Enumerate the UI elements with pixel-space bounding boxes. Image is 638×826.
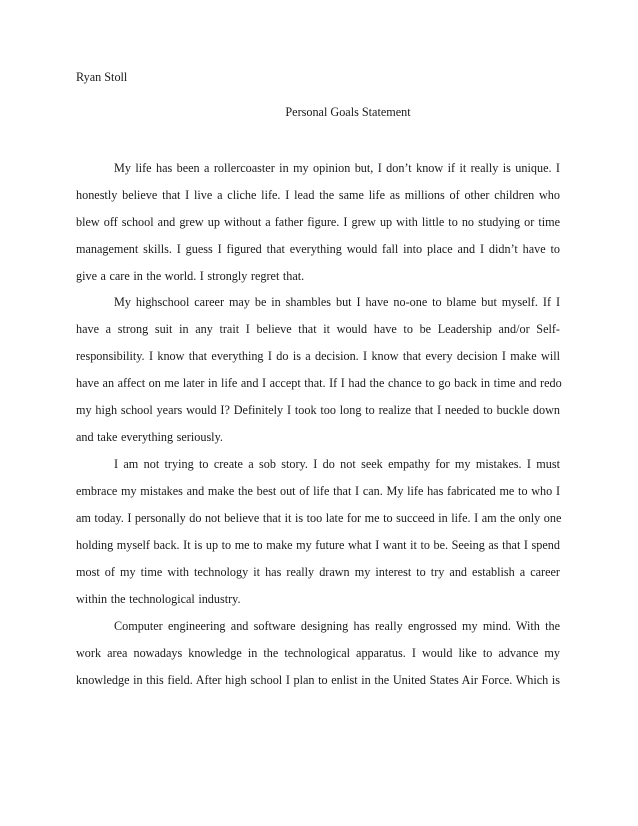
text-line: give a care in the world. I strongly regret that. — [76, 269, 305, 283]
text-line: my high school years would I? Definitely I took too long to realize that I needed to buckle down — [76, 403, 560, 417]
text-line: blew off school and grew up without a father figure. I grew up with little to no studying or time — [76, 215, 560, 229]
text-line: honestly believe that I live a cliche life. I lead the same life as millions of other children who — [76, 188, 560, 202]
text-line: have a strong suit in any trait I believe that it would have to be Leadership and/or Self- — [76, 322, 560, 336]
text-line: am today. I personally do not believe that it is too late for me to succeed in life. I am the only one — [76, 511, 562, 525]
text-line: I am not trying to create a sob story. I do not seek empathy for my mistakes. I must — [114, 457, 560, 471]
document-title: Personal Goals Statement — [285, 105, 411, 119]
text-line: responsibility. I know that everything I do is a decision. I know that every decision I make will — [76, 349, 560, 363]
text-line: work area nowadays knowledge in the technological apparatus. I would like to advance my — [76, 646, 560, 660]
text-line: have an affect on me later in life and I accept that. If I had the chance to go back in time and redo — [76, 376, 562, 390]
text-line: Computer engineering and software designing has really engrossed my mind. With the — [114, 619, 560, 633]
text-line: management skills. I guess I figured that everything would fall into place and I didn’t have to — [76, 242, 560, 256]
text-line: embrace my mistakes and make the best out of life that I can. My life has fabricated me to who I — [76, 484, 560, 498]
text-line: and take everything seriously. — [76, 430, 223, 444]
text-line: holding myself back. It is up to me to make my future what I want it to be. Seeing as that I spend — [76, 538, 560, 552]
text-line: My highschool career may be in shambles but I have no-one to blame but myself. If I — [114, 295, 560, 309]
text-line: knowledge in this field. After high school I plan to enlist in the United States Air Force. Which is — [76, 673, 560, 687]
text-line: My life has been a rollercoaster in my opinion but, I don’t know if it really is unique. I — [114, 161, 560, 175]
author-name: Ryan Stoll — [76, 70, 128, 84]
text-line: most of my time with technology it has really drawn my interest to try and establish a career — [76, 565, 560, 579]
text-line: within the technological industry. — [76, 592, 241, 606]
